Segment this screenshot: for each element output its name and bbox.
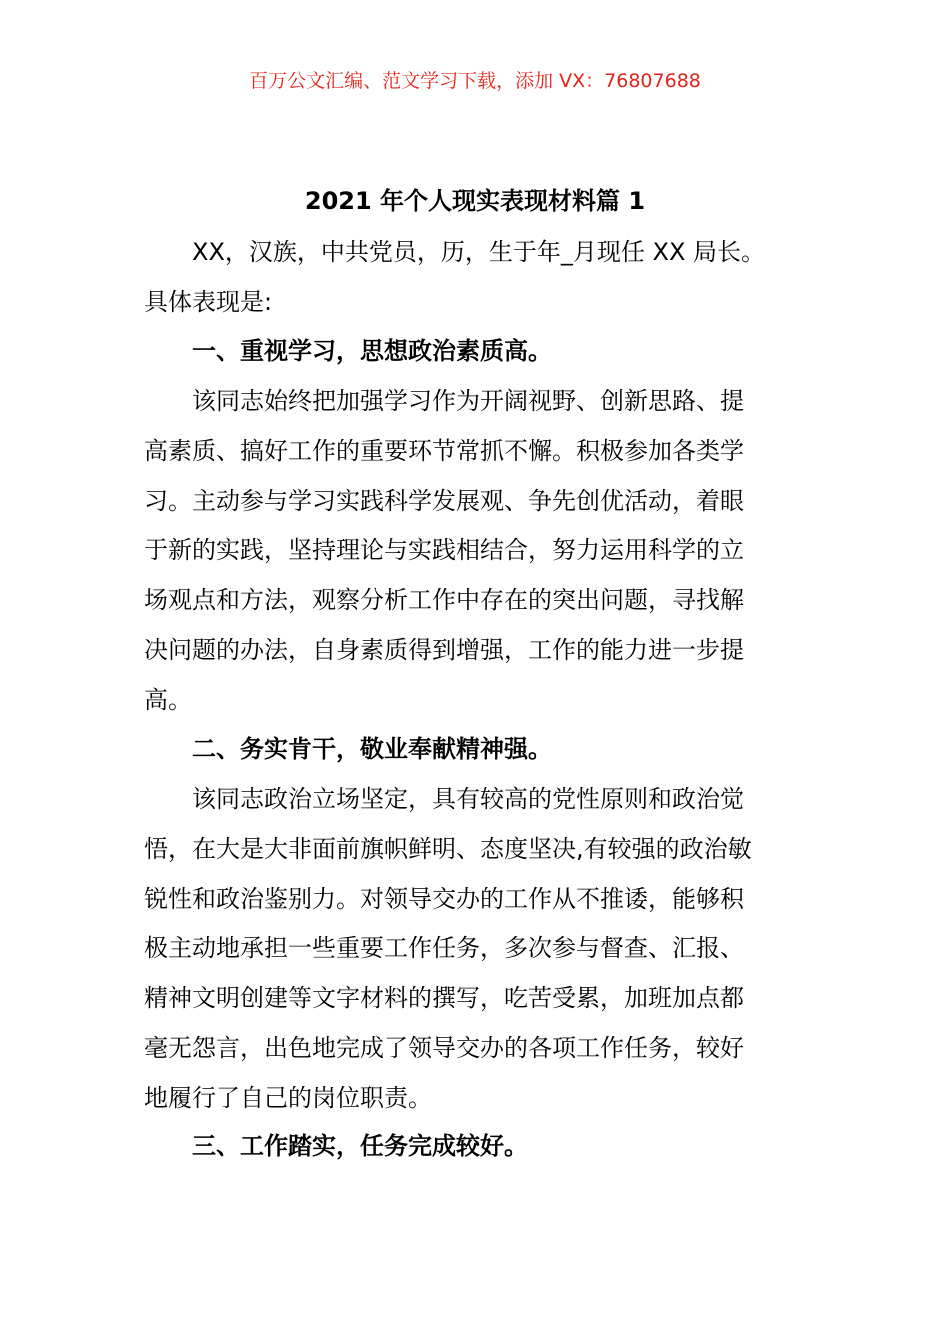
section-heading-1: 一、重视学习，思想政治素质高。 bbox=[192, 337, 552, 365]
paragraph-line: 于新的实践，坚持理论与实践相结合，努力运用科学的立 bbox=[144, 536, 744, 565]
paragraph-line: 地履行了自己的岗位职责。 bbox=[144, 1083, 432, 1112]
paragraph-line: 习。主动参与学习实践科学发展观、争先创优活动，着眼 bbox=[144, 486, 744, 515]
section-heading-2: 二、务实肯干，敬业奉献精神强。 bbox=[192, 735, 552, 763]
paragraph-line: 场观点和方法，观察分析工作中存在的突出问题，寻找解 bbox=[144, 586, 744, 615]
paragraph-line: XX，汉族，中共党员，历，生于年_月现任 XX 局长。 bbox=[192, 238, 766, 266]
section-heading-3: 三、工作踏实，任务完成较好。 bbox=[192, 1132, 528, 1160]
paragraph-line: 毫无怨言，出色地完成了领导交办的各项工作任务，较好 bbox=[144, 1033, 744, 1062]
watermark-text: 百万公文汇编、范文学习下载，添加 VX：76807688 bbox=[249, 70, 701, 92]
paragraph-line: 悟，在大是大非面前旗帜鲜明、态度坚决,有较强的政治敏 bbox=[144, 834, 752, 863]
paragraph-line: 精神文明创建等文字材料的撰写，吃苦受累，加班加点都 bbox=[144, 984, 744, 1013]
document-title: 2021 年个人现实表现材料篇 1 bbox=[304, 187, 646, 215]
paragraph-line: 极主动地承担一些重要工作任务，多次参与督查、汇报、 bbox=[144, 934, 744, 963]
paragraph-line: 该同志政治立场坚定，具有较高的党性原则和政治觉 bbox=[192, 785, 744, 813]
paragraph-line: 具体表现是: bbox=[144, 287, 273, 316]
paragraph-line: 锐性和政治鉴别力。对领导交办的工作从不推诿，能够积 bbox=[144, 884, 744, 913]
section-paragraph-1 bbox=[144, 377, 808, 726]
paragraph-line: 高素质、搞好工作的重要环节常抓不懈。积极参加各类学 bbox=[144, 436, 744, 465]
paragraph-line: 该同志始终把加强学习作为开阔视野、创新思路、提 bbox=[192, 387, 744, 415]
section-paragraph-2 bbox=[144, 775, 808, 1124]
paragraph-line: 决问题的办法，自身素质得到增强，工作的能力进一步提 bbox=[144, 635, 744, 664]
intro-paragraph bbox=[144, 228, 808, 328]
paragraph-line: 高。 bbox=[144, 685, 192, 714]
